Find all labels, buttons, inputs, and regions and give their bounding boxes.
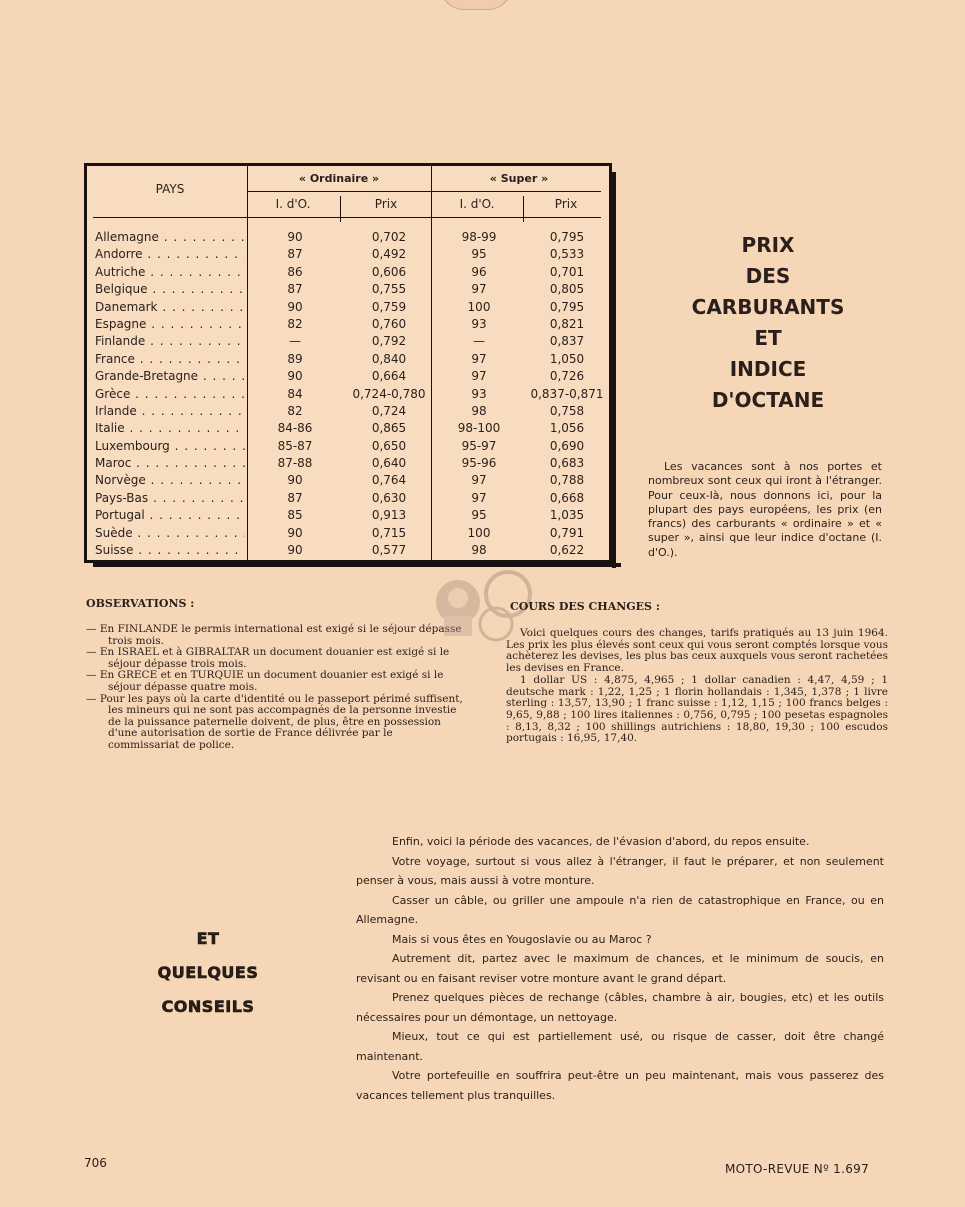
io-ordinaire: 87 [287,247,303,262]
country-name: Belgique . . . [95,282,245,296]
table-row [87,508,609,525]
conseils-paragraph: Votre voyage, surtout si vous allez à l'étranger, il faut le préparer, et non seulement penser à vous, mais aussi à votre monture. [356,854,884,887]
prix-super: 0,795 [549,299,585,314]
table-row [87,265,609,282]
io-super: 100 [467,525,491,540]
rule-header [93,217,601,218]
io-super: 95 [471,247,487,262]
country-name: Maroc . . . [95,456,245,470]
table-body [87,230,609,560]
prix-super: 0,690 [549,438,585,453]
observations-list [86,624,466,752]
io-ordinaire: — [289,334,301,349]
header-ordinaire: « Ordinaire » [298,172,380,185]
country-name: Norvège . . . [95,473,245,487]
conseils-heading-line: QUELQUES [157,963,259,982]
table-shadow-bottom [93,563,621,567]
io-super: 98-100 [457,421,501,436]
prix-super: 1,050 [549,351,585,366]
conseils-paragraph: Enfin, voici la période des vacances, de l'évasion d'abord, du repos ensuite. [392,835,810,848]
country-name: Allemagne . . . [95,230,245,244]
io-super: 98-99 [461,230,497,244]
table-row [87,369,609,386]
header-prix-ordinaire: Prix [374,197,398,211]
title-line: CARBURANTS [691,295,845,319]
io-ordinaire: 87 [287,282,303,297]
page-number: 706 [84,1156,107,1170]
rule-ordinaire [247,191,433,192]
prix-ordinaire: 0,759 [371,299,407,314]
prix-super: 1,056 [549,421,585,436]
conseils-paragraph: Mieux, tout ce qui est partiellement usé, ou risque de casser, doit être changé maintenant. [356,1030,884,1063]
country-name: Danemark . . . [95,300,245,314]
intro-paragraph: Les vacances sont à nos portes et nombreux sont ceux qui iront à l'étranger. Pour ceux-là, nous donnons ici, pour la plupart des pays européens, les prix (en francs) des carburants « ordinaire » et « super », ainsi que leur indice d'octane (I. d'O.). [648,460,882,559]
io-super: 95-97 [461,438,497,453]
title-line: ET [754,326,782,350]
prix-ordinaire: 0,755 [371,282,407,297]
title-line: DES [745,264,791,288]
conseils-paragraph: Mais si vous êtes en Yougoslavie ou au Maroc ? [392,932,652,946]
io-ordinaire: 86 [287,264,303,279]
prix-super: 0,683 [549,456,585,471]
table-row [87,300,609,317]
header-super: « Super » [489,172,549,185]
prix-super: 0,805 [549,282,585,297]
observation-item: — En GRECE et en TURQUIE un document douanier est exigé si le séjour dépasse quatre mois. [86,669,444,693]
table-row [87,439,609,456]
io-super: 97 [471,282,487,297]
country-name: Suède . . . [95,526,245,540]
prix-super: 0,837 [549,334,585,349]
prix-super: 1,035 [549,508,585,523]
country-name: Finlande . . . [95,334,245,348]
io-ordinaire: 90 [287,525,303,540]
io-super: — [473,334,485,349]
table-row [87,526,609,543]
io-super: 93 [471,386,487,401]
header-country: PAYS [155,182,185,196]
observation-item: — En FINLANDE le permis international est exigé si le séjour dépasse trois mois. [86,623,462,647]
observations-heading: OBSERVATIONS : [86,597,195,610]
prix-ordinaire: 0,577 [371,543,407,558]
prix-super: 0,758 [549,403,585,418]
prix-super: 0,622 [549,543,585,558]
cours-heading: COURS DES CHANGES : [510,600,660,613]
table-row [87,456,609,473]
io-super: 97 [471,473,487,488]
prix-ordinaire: 0,865 [371,421,407,436]
prix-ordinaire: 0,650 [371,438,407,453]
io-super: 100 [467,299,491,314]
table-shadow-right [612,172,616,568]
header-prix-super: Prix [554,197,578,211]
io-super: 97 [471,490,487,505]
table-row [87,543,609,560]
prix-ordinaire: 0,664 [371,369,407,384]
io-ordinaire: 90 [287,299,303,314]
io-super: 95 [471,508,487,523]
io-super: 95-96 [461,456,497,471]
title-line: INDICE [729,357,807,381]
io-super: 98 [471,543,487,558]
io-super: 97 [471,351,487,366]
io-ordinaire: 90 [287,369,303,384]
conseils-paragraph: Votre portefeuille en souffrira peut-être un peu maintenant, mais vous passerez des vacances tellement plus tranquilles. [356,1069,884,1102]
io-ordinaire: 82 [287,403,303,418]
prix-super: 0,788 [549,473,585,488]
io-ordinaire: 90 [287,543,303,558]
country-name: Autriche . . . [95,265,245,279]
country-name: Irlande . . . [95,404,245,418]
io-ordinaire: 90 [287,473,303,488]
table-row [87,317,609,334]
title-line: PRIX [741,233,795,257]
conseils-body [356,832,884,1105]
table-row [87,473,609,490]
prix-super: 0,821 [549,316,585,331]
table-row [87,334,609,351]
observation-item: — Pour les pays où la carte d'identité ou le passeport périmé suffisent, les mineurs qui ne sont pas accompagnés de la personne investie de la puissance paternelle doivent, de plus, être en possession d'une autorisation de sortie de France délivrée par le commissariat de police. [86,692,463,751]
prix-super: 0,837-0,871 [530,386,604,401]
prix-ordinaire: 0,840 [371,351,407,366]
io-super: 96 [471,264,487,279]
io-ordinaire: 87 [287,490,303,505]
conseils-paragraph: Casser un câble, ou griller une ampoule n'a rien de catastrophique en France, ou en Allemagne. [356,893,884,926]
rule-super [431,191,601,192]
table-row [87,491,609,508]
header-io-super: I. d'O. [459,197,495,211]
io-ordinaire: 90 [287,230,303,244]
io-ordinaire: 85 [287,508,303,523]
prix-ordinaire: 0,724 [371,403,407,418]
conseils-paragraph: Autrement dit, partez avec le maximum de chances, et le minimum de soucis, en revisant ou en faisant reviser votre monture avant le grand départ. [356,952,884,985]
country-name: France . . . [95,352,245,366]
country-name: Espagne . . . [95,317,245,331]
table-row [87,387,609,404]
prix-ordinaire: 0,640 [371,456,407,471]
cours-paragraph: Voici quelques cours des changes, tarifs pratiqués au 13 juin 1964. Les prix les plus élevés sont ceux qui vous seront comptés lorsque vous achèterez les devises, les plus bas ceux auxquels vous seront rachetées les devises en France. [506,627,888,675]
country-name: Luxembourg . . . [95,439,245,453]
binding-notch [440,0,512,10]
table-row [87,230,609,247]
table-row [87,282,609,299]
prix-super: 0,795 [549,230,585,244]
conseils-paragraph: Prenez quelques pièces de rechange (câbles, chambre à air, bougies, etc) et les outils nécessaires pour un démontage, un nettoyage. [356,991,884,1024]
prix-ordinaire: 0,606 [371,264,407,279]
io-ordinaire: 87-88 [277,456,313,471]
conseils-heading [120,922,296,1024]
conseils-heading-line: ET [196,929,220,948]
prix-ordinaire: 0,764 [371,473,407,488]
conseils-heading-line: CONSEILS [161,997,255,1016]
country-name: Grande-Bretagne . . . [95,369,245,383]
observation-item: — En ISRAEL et à GIBRALTAR un document douanier est exigé si le séjour dépasse trois mois. [86,646,450,670]
prix-super: 0,533 [549,247,585,262]
io-ordinaire: 85-87 [277,438,313,453]
country-name: Suisse . . . [95,543,245,557]
table-row [87,247,609,264]
country-name: Grèce . . . [95,387,245,401]
prix-ordinaire: 0,702 [371,230,407,244]
io-super: 93 [471,316,487,331]
cours-body [506,628,888,745]
prix-super: 0,701 [549,264,585,279]
prix-ordinaire: 0,492 [371,247,407,262]
prix-super: 0,726 [549,369,585,384]
prix-super: 0,668 [549,490,585,505]
io-super: 97 [471,369,487,384]
io-ordinaire: 89 [287,351,303,366]
prix-ordinaire: 0,913 [371,508,407,523]
country-name: Italie . . . [95,421,245,435]
io-ordinaire: 82 [287,316,303,331]
prix-ordinaire: 0,724-0,780 [352,386,426,401]
magazine-issue: MOTO-REVUE Nº 1.697 [724,1162,869,1176]
prix-ordinaire: 0,792 [371,334,407,349]
header-io-ordinaire: I. d'O. [275,197,311,211]
table-row [87,352,609,369]
prix-super: 0,791 [549,525,585,540]
cours-rates: 1 dollar US : 4,875, 4,965 ; 1 dollar canadien : 4,47, 4,59 ; 1 deutsche mark : 1,22, 1,25 ; 1 florin hollandais : 1,345, 1,378 ; 1 livre sterling : 13,57, 13,90 ; 1 franc suisse : 1,12, 1,15 ; 100 francs belges : 9,65, 9,88 ; 100 lires italiennes : 0,756, 0,795 ; 100 pesetas espagnoles : 8,13, 8,32 ; 100 shillings autrichiens : 18,80, 19,30 ; 100 escudos portugais : 16,95, 17,40. [506,673,888,745]
table-row [87,421,609,438]
prix-ordinaire: 0,760 [371,316,407,331]
title-line: D'OCTANE [711,388,825,412]
io-ordinaire: 84 [287,386,303,401]
country-name: Andorre . . . [95,247,245,261]
io-super: 98 [471,403,487,418]
prix-ordinaire: 0,630 [371,490,407,505]
fuel-price-table [84,163,612,563]
article-title [680,230,856,416]
prix-ordinaire: 0,715 [371,525,407,540]
io-ordinaire: 84-86 [277,421,313,436]
country-name: Pays-Bas . . . [95,491,245,505]
table-row [87,404,609,421]
country-name: Portugal . . . [95,508,245,522]
